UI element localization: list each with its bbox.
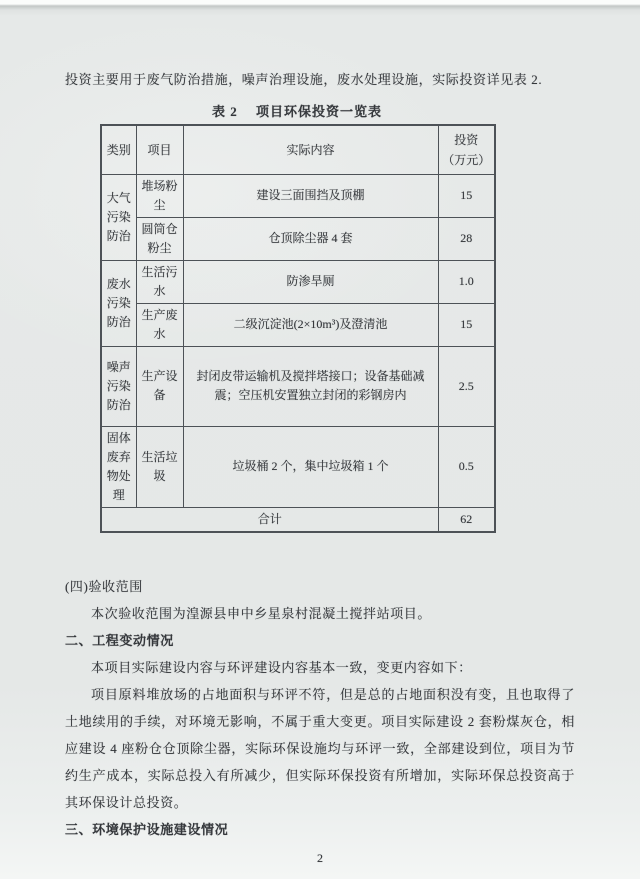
project-production-wastewater: 生产废水 bbox=[136, 303, 183, 346]
content-domestic-garbage: 垃圾桶 2 个，集中垃圾箱 1 个 bbox=[183, 426, 438, 507]
table-header-row bbox=[101, 125, 495, 174]
project-domestic-sewage: 生活污水 bbox=[136, 260, 183, 303]
table-title: 表 2 项目环保投资一览表 bbox=[211, 104, 382, 119]
section4-body: 本次验收范围为湟源县申中乡星泉村混凝土搅拌站项目。 bbox=[91, 605, 432, 621]
investment-silo-dust: 28 bbox=[438, 217, 495, 260]
table-row bbox=[101, 174, 495, 217]
investment-production-wastewater: 15 bbox=[438, 303, 495, 346]
header-content: 实际内容 bbox=[183, 125, 438, 174]
investment-production-equipment: 2.5 bbox=[438, 346, 495, 426]
header-investment-line1: 投资 bbox=[454, 132, 479, 147]
table-row bbox=[101, 303, 495, 346]
category-air-pollution: 大气污染防治 bbox=[101, 174, 136, 260]
table-row bbox=[101, 426, 495, 507]
category-solid-waste: 固体废弃物处理 bbox=[101, 426, 136, 507]
content-silo-dust: 仓顶除尘器 4 套 bbox=[183, 217, 438, 260]
table-row bbox=[101, 217, 495, 260]
section2-heading: 二、工程变动情况 bbox=[65, 632, 174, 648]
table-total-row bbox=[101, 507, 495, 532]
total-label: 合计 bbox=[101, 507, 438, 532]
project-silo-dust: 圆筒仓粉尘 bbox=[136, 217, 183, 260]
total-value: 62 bbox=[438, 507, 495, 532]
project-production-equipment: 生产设备 bbox=[136, 346, 183, 426]
project-domestic-garbage: 生活垃圾 bbox=[136, 426, 183, 507]
section3-heading: 三、环境保护设施建设情况 bbox=[65, 821, 229, 837]
category-noise: 噪声污染防治 bbox=[101, 346, 136, 426]
table-row bbox=[101, 346, 495, 426]
content-production-equipment: 封闭皮带运输机及搅拌塔接口；设备基础减震；空压机安置独立封闭的彩钢房内 bbox=[183, 346, 438, 426]
investment-table bbox=[100, 124, 496, 533]
section4-heading: (四)验收范围 bbox=[65, 578, 143, 594]
investment-domestic-garbage: 0.5 bbox=[438, 426, 495, 507]
header-investment-line2: （万元） bbox=[442, 152, 491, 167]
content-production-wastewater: 二级沉淀池(2×10m³)及澄清池 bbox=[183, 303, 438, 346]
table-row bbox=[101, 260, 495, 303]
investment-domestic-sewage: 1.0 bbox=[438, 260, 495, 303]
intro-paragraph: 投资主要用于废气防治措施，噪声治理设施，废水处理设施，实际投资详见表 2. bbox=[65, 72, 543, 87]
header-category: 类别 bbox=[101, 125, 136, 174]
body-sections bbox=[65, 573, 575, 843]
header-project: 项目 bbox=[136, 125, 183, 174]
header-investment bbox=[438, 125, 495, 174]
document-page bbox=[65, 0, 575, 866]
section2-body: 项目原料堆放场的占地面积与环评不符，但是总的占地面积没有变，且也取得了土地续用的手续，对环境无影响，不属于重大变更。项目实际建设 2 套粉煤灰仓，相应建设 4 座粉仓仓顶除尘器，实际环保设施均与环评一致，全部建设到位，项目为节约生产成本，实际总投入有所减少，但实际环保投资有所增加，实际环保总投资高于其环保设计总投资。 bbox=[65, 686, 575, 810]
category-wastewater: 废水污染防治 bbox=[101, 260, 136, 346]
content-yard-dust: 建设三面围挡及顶棚 bbox=[183, 174, 438, 217]
project-yard-dust: 堆场粉尘 bbox=[136, 174, 183, 217]
content-domestic-sewage: 防渗旱厕 bbox=[183, 260, 438, 303]
section2-intro: 本项目实际建设内容与环评建设内容基本一致，变更内容如下： bbox=[91, 659, 472, 675]
page-number: 2 bbox=[317, 850, 323, 865]
investment-yard-dust: 15 bbox=[438, 174, 495, 217]
